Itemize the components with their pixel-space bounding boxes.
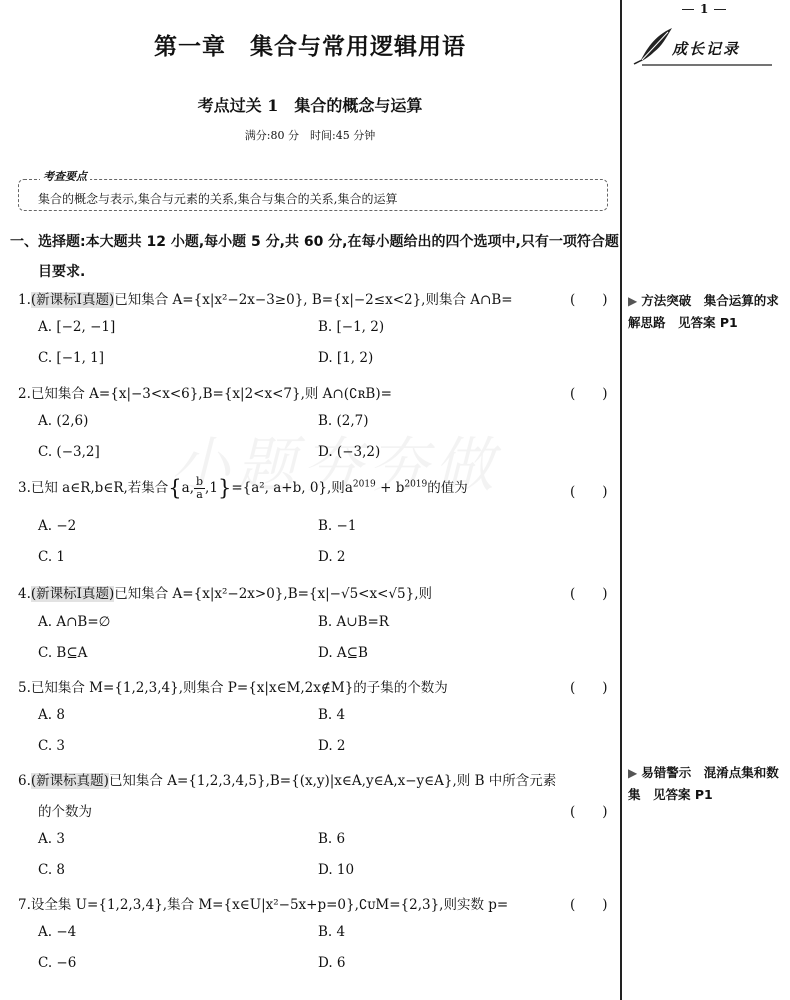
q2-option-d: D. (−3,2) [318, 444, 381, 460]
section-heading-line1: 一、选择题:本大题共 12 小题,每小题 5 分,共 60 分,在每小题给出的四个选项中,只有一项符合题 [10, 234, 619, 250]
q6-option-c: C. 8 [38, 862, 66, 878]
question-source-tag: (新课标Ⅰ真题) [30, 292, 115, 308]
q1-option-b: B. [−1, 2) [318, 319, 385, 335]
q5-option-a: A. 8 [38, 707, 65, 723]
q2-option-a: A. (2,6) [38, 413, 89, 429]
answer-paren-5: ( ) [570, 680, 608, 696]
score-time-line: 满分:80 分 时间:45 分钟 [244, 129, 376, 142]
sidebar-divider [620, 0, 622, 1000]
q6-option-b: B. 6 [318, 831, 346, 847]
section-title: 考点过关 1 集合的概念与运算 [197, 96, 423, 115]
question-3: 3.已知 a∈R,b∈R,若集合{a, $\frac{b}{a}$ ,1}={a², a+b, 0},则$a^{2019} + b^{2019}$的值为 [18, 475, 468, 501]
key-points-label: 考查要点 [40, 168, 90, 184]
arrow-right-icon: ▶ [628, 294, 638, 308]
answer-paren-1: ( ) [570, 292, 608, 308]
question-6-line2: 的个数为 [38, 804, 92, 820]
q1-option-a: A. [−2, −1] [38, 319, 116, 335]
q7-option-b: B. 4 [318, 924, 346, 940]
answer-paren-7: ( ) [570, 897, 608, 913]
answer-paren-4: ( ) [570, 586, 608, 602]
section-heading-line2: 目要求. [38, 264, 86, 280]
answer-paren-2: ( ) [570, 386, 608, 402]
question-5: 5.已知集合 M={1,2,3,4},则集合 P={x|x∈M,2x∉M}的子集的个数为 [18, 680, 448, 696]
q1-option-c: C. [−1, 1] [38, 350, 105, 366]
q3-option-d: D. 2 [318, 549, 346, 565]
fraction-b-over-a: $\frac{b}{a}$ [196, 475, 204, 501]
question-source-tag: (新课标Ⅰ真题) [30, 586, 115, 602]
question-7: 7.设全集 U={1,2,3,4},集合 M={x∈U|x²−5x+p=0},∁ᴜM={2,3},则实数 p= [18, 897, 509, 913]
question-4: 4.(新课标Ⅰ真题)已知集合 A={x|x²−2x>0},B={x|−√5<x<√5},则 [18, 586, 432, 602]
q6-option-d: D. 10 [318, 862, 355, 878]
q1-option-d: D. [1, 2) [318, 350, 374, 366]
side-note-method: ▶ 方法突破 集合运算的求解思路 见答案 P1 [628, 293, 779, 330]
chapter-title: 第一章 集合与常用逻辑用语 [154, 33, 466, 60]
q4-option-a: A. A∩B=∅ [38, 614, 111, 630]
q5-option-d: D. 2 [318, 738, 346, 754]
q3-option-c: C. 1 [38, 549, 66, 565]
q7-option-c: C. −6 [38, 955, 77, 971]
question-1: 1.(新课标Ⅰ真题)已知集合 A={x|x²−2x−3≥0}, B={x|−2≤x<2},则集合 A∩B= [18, 292, 513, 308]
q5-option-b: B. 4 [318, 707, 346, 723]
growth-record-text: 成长记录 [672, 40, 741, 58]
q4-option-c: C. B⊆A [38, 645, 88, 661]
q3-option-a: A. −2 [38, 518, 77, 534]
q7-option-a: A. −4 [38, 924, 77, 940]
q5-option-c: C. 3 [38, 738, 66, 754]
key-points-content: 集合的概念与表示,集合与元素的关系,集合与集合的关系,集合的运算 [38, 192, 398, 206]
q2-option-c: C. (−3,2] [38, 444, 100, 460]
page-number: 1 [676, 2, 732, 16]
question-6: 6.(新课标真题)已知集合 A={1,2,3,4,5},B={(x,y)|x∈A,y∈A,x−y∈A},则 B 中所含元素 [18, 773, 557, 789]
q2-option-b: B. (2,7) [318, 413, 369, 429]
q3-option-b: B. −1 [318, 518, 357, 534]
q4-option-b: B. A∪B=R [318, 614, 389, 630]
q4-option-d: D. A⊆B [318, 645, 368, 661]
growth-record-logo [632, 22, 782, 68]
question-source-tag: (新课标真题) [30, 773, 109, 789]
side-note-warning: ▶ 易错警示 混淆点集和数集 见答案 P1 [628, 765, 779, 802]
q6-option-a: A. 3 [38, 831, 65, 847]
q7-option-d: D. 6 [318, 955, 346, 971]
question-2: 2.已知集合 A={x|−3<x<6},B={x|2<x<7},则 A∩(∁ʀB)= [18, 386, 392, 402]
answer-paren-6: ( ) [570, 804, 608, 820]
answer-paren-3: ( ) [570, 484, 608, 500]
arrow-right-icon: ▶ [628, 766, 638, 780]
